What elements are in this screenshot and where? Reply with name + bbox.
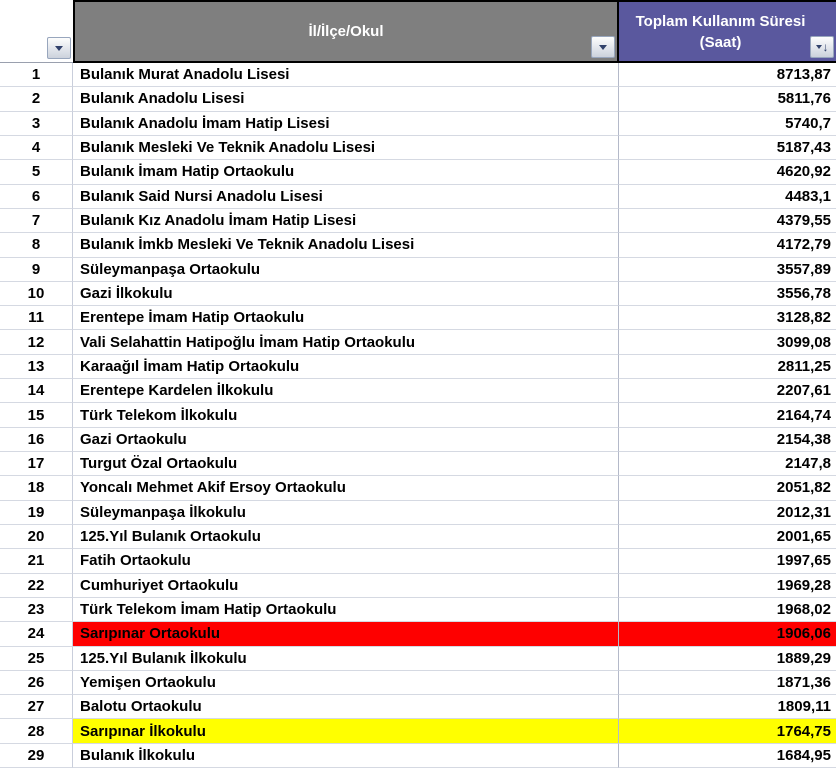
school-name-cell[interactable]: Süleymanpaşa Ortaokulu [73, 258, 619, 282]
school-name-cell[interactable]: Türk Telekom İmam Hatip Ortaokulu [73, 598, 619, 622]
row-number-cell[interactable]: 21 [0, 549, 73, 573]
school-name-cell[interactable]: Türk Telekom İlkokulu [73, 403, 619, 427]
usage-hours-cell[interactable]: 4483,1 [619, 185, 836, 209]
row-number-cell[interactable]: 4 [0, 136, 73, 160]
table-row [0, 112, 836, 136]
usage-hours-cell[interactable]: 3556,78 [619, 282, 836, 306]
usage-hours-cell[interactable]: 2147,8 [619, 452, 836, 476]
column-header-total-usage[interactable] [619, 0, 836, 63]
row-number-cell[interactable]: 27 [0, 695, 73, 719]
usage-hours-cell[interactable]: 1889,29 [619, 647, 836, 671]
usage-hours-cell[interactable]: 1764,75 [619, 719, 836, 743]
chevron-down-icon [599, 45, 607, 50]
row-number-cell[interactable]: 16 [0, 428, 73, 452]
row-number-cell[interactable]: 17 [0, 452, 73, 476]
row-number-cell[interactable]: 1 [0, 63, 73, 87]
school-name-cell[interactable]: Sarıpınar Ortaokulu [73, 622, 619, 646]
row-number-cell[interactable]: 20 [0, 525, 73, 549]
usage-hours-cell[interactable]: 5740,7 [619, 112, 836, 136]
usage-hours-cell[interactable]: 1997,65 [619, 549, 836, 573]
column-header-school[interactable] [73, 0, 619, 63]
usage-hours-cell[interactable]: 1969,28 [619, 574, 836, 598]
table-row [0, 647, 836, 671]
row-number-cell[interactable]: 2 [0, 87, 73, 111]
header-row [0, 0, 836, 63]
usage-hours-cell[interactable]: 3128,82 [619, 306, 836, 330]
table-row [0, 379, 836, 403]
row-number-cell[interactable]: 23 [0, 598, 73, 622]
row-number-cell[interactable]: 29 [0, 744, 73, 768]
usage-hours-cell[interactable]: 5811,76 [619, 87, 836, 111]
usage-hours-cell[interactable]: 4379,55 [619, 209, 836, 233]
table-row [0, 282, 836, 306]
row-number-cell[interactable]: 3 [0, 112, 73, 136]
usage-hours-cell[interactable]: 1906,06 [619, 622, 836, 646]
school-name-cell[interactable]: 125.Yıl Bulanık Ortaokulu [73, 525, 619, 549]
school-name-cell[interactable]: Bulanık Murat Anadolu Lisesi [73, 63, 619, 87]
usage-hours-cell[interactable]: 8713,87 [619, 63, 836, 87]
chevron-down-icon [816, 45, 822, 49]
column-header-row-number[interactable] [0, 0, 73, 63]
table-row [0, 185, 836, 209]
school-name-cell[interactable]: Bulanık İmam Hatip Ortaokulu [73, 160, 619, 184]
row-number-cell[interactable]: 28 [0, 719, 73, 743]
school-name-cell[interactable]: Erentepe İmam Hatip Ortaokulu [73, 306, 619, 330]
school-name-cell[interactable]: Fatih Ortaokulu [73, 549, 619, 573]
school-name-cell[interactable]: Turgut Özal Ortaokulu [73, 452, 619, 476]
table-row [0, 695, 836, 719]
usage-hours-cell[interactable]: 1684,95 [619, 744, 836, 768]
usage-hours-cell[interactable]: 3557,89 [619, 258, 836, 282]
table-row [0, 87, 836, 111]
usage-hours-cell[interactable]: 1871,36 [619, 671, 836, 695]
table-row [0, 622, 836, 646]
filter-dropdown-button-row-number[interactable] [47, 37, 71, 59]
table-row [0, 719, 836, 743]
table-row [0, 63, 836, 87]
row-number-cell[interactable]: 22 [0, 574, 73, 598]
row-number-cell[interactable]: 15 [0, 403, 73, 427]
row-number-cell[interactable]: 9 [0, 258, 73, 282]
table-row [0, 330, 836, 354]
school-name-cell[interactable]: Bulanık İmkb Mesleki Ve Teknik Anadolu Lisesi [73, 233, 619, 257]
table-row [0, 549, 836, 573]
school-name-cell[interactable]: Bulanık Anadolu İmam Hatip Lisesi [73, 112, 619, 136]
row-number-cell[interactable]: 10 [0, 282, 73, 306]
school-name-cell[interactable]: Erentepe Kardelen İlkokulu [73, 379, 619, 403]
school-name-cell[interactable]: Sarıpınar İlkokulu [73, 719, 619, 743]
usage-hours-cell[interactable]: 4172,79 [619, 233, 836, 257]
table-row [0, 476, 836, 500]
school-name-cell[interactable]: Bulanık İlkokulu [73, 744, 619, 768]
school-name-cell[interactable]: Gazi İlkokulu [73, 282, 619, 306]
school-name-cell[interactable]: Balotu Ortaokulu [73, 695, 619, 719]
table-row [0, 452, 836, 476]
usage-hours-cell[interactable]: 5187,43 [619, 136, 836, 160]
usage-column-title-line2: (Saat) [699, 33, 742, 51]
table-row [0, 306, 836, 330]
table-body [0, 63, 836, 768]
table-row [0, 428, 836, 452]
filter-dropdown-button-school[interactable] [591, 36, 615, 58]
usage-hours-cell[interactable]: 2207,61 [619, 379, 836, 403]
usage-hours-cell[interactable]: 2012,31 [619, 501, 836, 525]
school-name-cell[interactable]: Bulanık Anadolu Lisesi [73, 87, 619, 111]
table-row [0, 671, 836, 695]
usage-hours-cell[interactable]: 2811,25 [619, 355, 836, 379]
row-number-cell[interactable]: 14 [0, 379, 73, 403]
row-number-cell[interactable]: 6 [0, 185, 73, 209]
table-row [0, 209, 836, 233]
school-name-cell[interactable]: Bulanık Said Nursi Anadolu Lisesi [73, 185, 619, 209]
school-name-cell[interactable]: Yemişen Ortaokulu [73, 671, 619, 695]
sort-descending-icon: ↓ [822, 40, 829, 54]
table-row [0, 744, 836, 768]
row-number-cell[interactable]: 13 [0, 355, 73, 379]
school-name-cell[interactable]: Gazi Ortaokulu [73, 428, 619, 452]
school-name-cell[interactable]: Yoncalı Mehmet Akif Ersoy Ortaokulu [73, 476, 619, 500]
school-name-cell[interactable]: Süleymanpaşa İlkokulu [73, 501, 619, 525]
chevron-down-icon [55, 46, 63, 51]
row-number-cell[interactable]: 24 [0, 622, 73, 646]
usage-hours-cell[interactable]: 1809,11 [619, 695, 836, 719]
school-name-cell[interactable]: Vali Selahattin Hatipoğlu İmam Hatip Ortaokulu [73, 330, 619, 354]
table-row [0, 525, 836, 549]
table-row [0, 258, 836, 282]
table-row [0, 403, 836, 427]
table-row [0, 160, 836, 184]
table-row [0, 233, 836, 257]
usage-hours-cell[interactable]: 4620,92 [619, 160, 836, 184]
usage-hours-cell[interactable]: 2164,74 [619, 403, 836, 427]
table-row [0, 501, 836, 525]
row-number-cell[interactable]: 26 [0, 671, 73, 695]
row-number-cell[interactable]: 12 [0, 330, 73, 354]
row-number-cell[interactable]: 8 [0, 233, 73, 257]
school-name-cell[interactable]: Cumhuriyet Ortaokulu [73, 574, 619, 598]
row-number-cell[interactable]: 19 [0, 501, 73, 525]
school-column-title: İl/İlçe/Okul [308, 23, 384, 40]
school-name-cell[interactable]: Karaağıl İmam Hatip Ortaokulu [73, 355, 619, 379]
row-number-cell[interactable]: 11 [0, 306, 73, 330]
usage-hours-cell[interactable]: 2051,82 [619, 476, 836, 500]
sort-filter-button-total-usage[interactable] [810, 36, 834, 58]
table-row [0, 598, 836, 622]
table-row [0, 574, 836, 598]
usage-hours-cell[interactable]: 2001,65 [619, 525, 836, 549]
row-number-cell[interactable]: 5 [0, 160, 73, 184]
school-name-cell[interactable]: Bulanık Kız Anadolu İmam Hatip Lisesi [73, 209, 619, 233]
usage-hours-cell[interactable]: 1968,02 [619, 598, 836, 622]
row-number-cell[interactable]: 7 [0, 209, 73, 233]
row-number-cell[interactable]: 18 [0, 476, 73, 500]
school-name-cell[interactable]: Bulanık Mesleki Ve Teknik Anadolu Lisesi [73, 136, 619, 160]
school-name-cell[interactable]: 125.Yıl Bulanık İlkokulu [73, 647, 619, 671]
table-row [0, 136, 836, 160]
usage-hours-cell[interactable]: 2154,38 [619, 428, 836, 452]
usage-column-title-line1: Toplam Kullanım Süresi [635, 12, 806, 30]
table-row [0, 355, 836, 379]
usage-hours-cell[interactable]: 3099,08 [619, 330, 836, 354]
row-number-cell[interactable]: 25 [0, 647, 73, 671]
